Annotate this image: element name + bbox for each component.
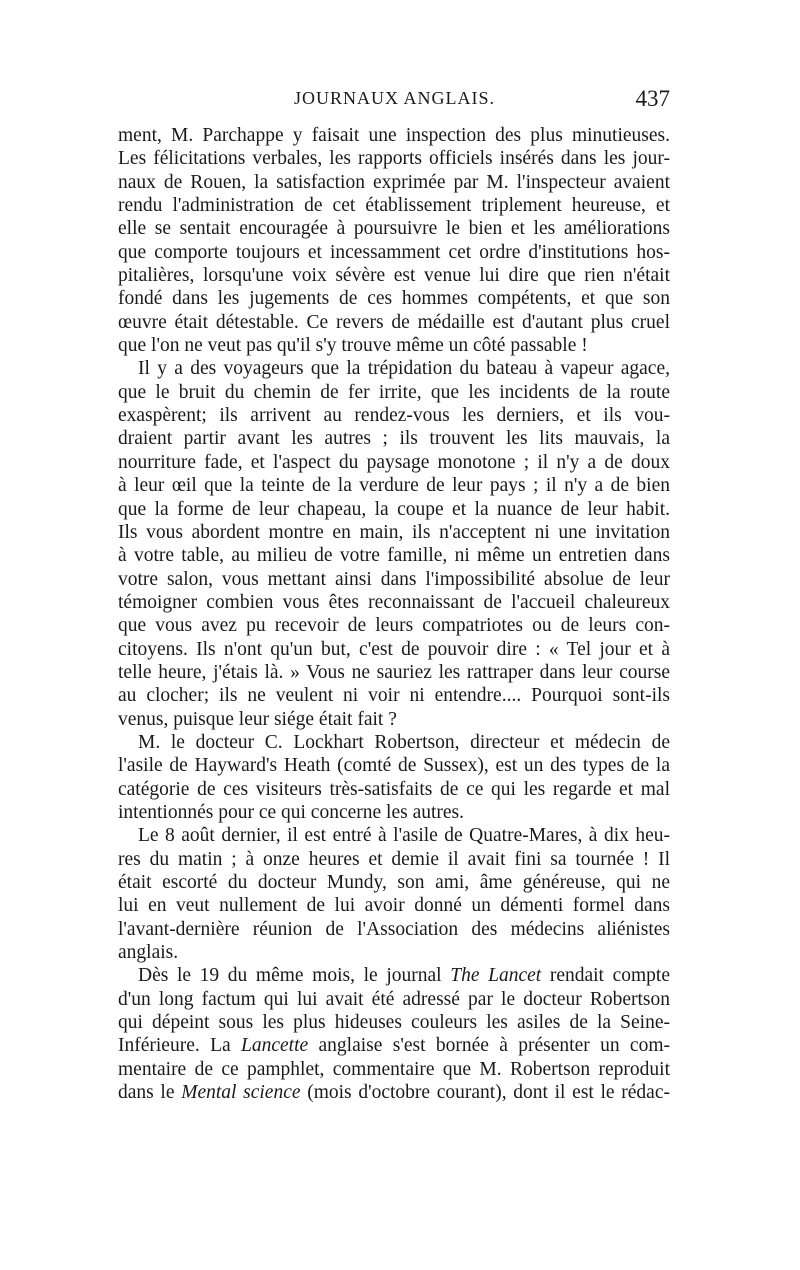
- italic-title: The Lancet: [450, 965, 542, 987]
- text-fragment: (mois d'octobre courant), dont il est le rédac-: [300, 1082, 670, 1104]
- text-line: citoyens. Ils n'ont qu'un but, c'est de pouvoir dire : « Tel jour et à: [118, 638, 670, 660]
- italic-title: Mental science: [181, 1082, 301, 1104]
- running-head: JOURNAUX ANGLAIS.: [294, 88, 496, 108]
- text-fragment: Dès le 19 du même mois, le journal: [138, 965, 451, 987]
- text-line: catégorie de ces visiteurs très-satisfaits de ce qui les regarde et mal: [118, 778, 670, 800]
- body-text: [118, 124, 670, 1104]
- italic-title: Lancette: [241, 1035, 309, 1057]
- text-line: M. le docteur C. Lockhart Robertson, directeur et médecin de: [138, 731, 670, 753]
- text-fragment: Inférieure. La: [118, 1035, 241, 1057]
- text-line: Il y a des voyageurs que la trépidation du bateau à vapeur agace,: [138, 358, 670, 380]
- text-line: exaspèrent; ils arrivent au rendez-vous les derniers, et ils vou-: [118, 405, 670, 427]
- text-line: naux de Rouen, la satisfaction exprimée par M. l'inspecteur avaient: [118, 171, 670, 193]
- text-line: draient partir avant les autres ; ils trouvent les lits mauvais, la: [118, 428, 670, 450]
- text-line: res du matin ; à onze heures et demie il avait fini sa tournée ! Il: [118, 848, 670, 870]
- text-line: Ils vous abordent montre en main, ils n'acceptent ni une invitation: [118, 521, 670, 543]
- text-line: Le 8 août dernier, il est entré à l'asile de Quatre-Mares, à dix heu-: [138, 825, 670, 847]
- text-line: pitalières, lorsqu'une voix sévère est venue lui dire que rien n'était: [118, 265, 670, 287]
- text-line: votre salon, vous mettant ainsi dans l'impossibilité absolue de leur: [118, 568, 670, 590]
- text-line: anglais.: [118, 942, 179, 964]
- text-line: ment, M. Parchappe y faisait une inspection des plus minutieuses.: [118, 125, 670, 146]
- text-line: fondé dans les jugements de ces hommes compétents, et que son: [118, 288, 670, 310]
- text-line: [118, 1034, 670, 1057]
- text-line: venus, puisque leur siége était fait ?: [118, 708, 397, 730]
- text-line: rendu l'administration de cet établissement triplement heureuse, et: [118, 195, 670, 217]
- text-line: l'asile de Hayward's Heath (comté de Sussex), est un des types de la: [118, 755, 670, 777]
- text-line: lui en veut nullement de lui avoir donné un démenti formel dans: [118, 895, 670, 917]
- text-line: que le bruit du chemin de fer irrite, que les incidents de la route: [118, 381, 670, 403]
- text-line: [118, 1081, 670, 1104]
- text-line: que la forme de leur chapeau, la coupe et la nuance de leur habit.: [118, 498, 670, 520]
- text-line: Les félicitations verbales, les rapports officiels insérés dans les jour-: [118, 148, 670, 170]
- text-line: nourriture fade, et l'aspect du paysage monotone ; il n'y a de doux: [118, 451, 670, 473]
- text-fragment: rendait compte: [541, 965, 670, 987]
- text-line: d'un long factum qui lui avait été adressé par le docteur Robertson: [118, 988, 670, 1010]
- text-line: œuvre était détestable. Ce revers de médaille est d'autant plus cruel: [118, 311, 670, 333]
- text-fragment: dans le: [118, 1082, 182, 1104]
- page-header: [118, 88, 670, 118]
- text-line: à leur œil que la teinte de la verdure de leur pays ; il n'y a de bien: [118, 475, 670, 497]
- text-line: que vous avez pu recevoir de leurs compatriotes ou de leurs con-: [118, 615, 670, 637]
- text-line: mentaire de ce pamphlet, commentaire que M. Robertson reproduit: [118, 1058, 670, 1080]
- text-line: elle se sentait encouragée à poursuivre le bien et les améliorations: [118, 218, 670, 240]
- text-line: était escorté du docteur Mundy, son ami, âme généreuse, qui ne: [118, 872, 670, 893]
- text-line: au clocher; ils ne veulent ni voir ni entendre.... Pourquoi sont-ils: [118, 685, 670, 707]
- page-number: 437: [635, 86, 670, 111]
- text-line: l'avant-dernière réunion de l'Association des médecins aliénistes: [118, 918, 670, 940]
- text-line: à votre table, au milieu de votre famille, ni même un entretien dans: [118, 545, 670, 567]
- text-fragment: anglaise s'est bornée à présenter un com-: [308, 1035, 670, 1057]
- text-line: telle heure, j'étais là. » Vous ne sauriez les rattraper dans leur course: [118, 661, 670, 683]
- text-line: témoigner combien vous êtes reconnaissant de l'accueil chaleureux: [118, 591, 670, 613]
- text-line: intentionnés pour ce qui concerne les autres.: [118, 801, 465, 823]
- text-line: que comporte toujours et incessamment cet ordre d'institutions hos-: [118, 241, 670, 263]
- text-line: [118, 964, 670, 987]
- text-line: qui dépeint sous les plus hideuses couleurs les asiles de la Seine-: [118, 1012, 670, 1034]
- text-line: que l'on ne veut pas qu'il s'y trouve même un côté passable !: [118, 335, 588, 357]
